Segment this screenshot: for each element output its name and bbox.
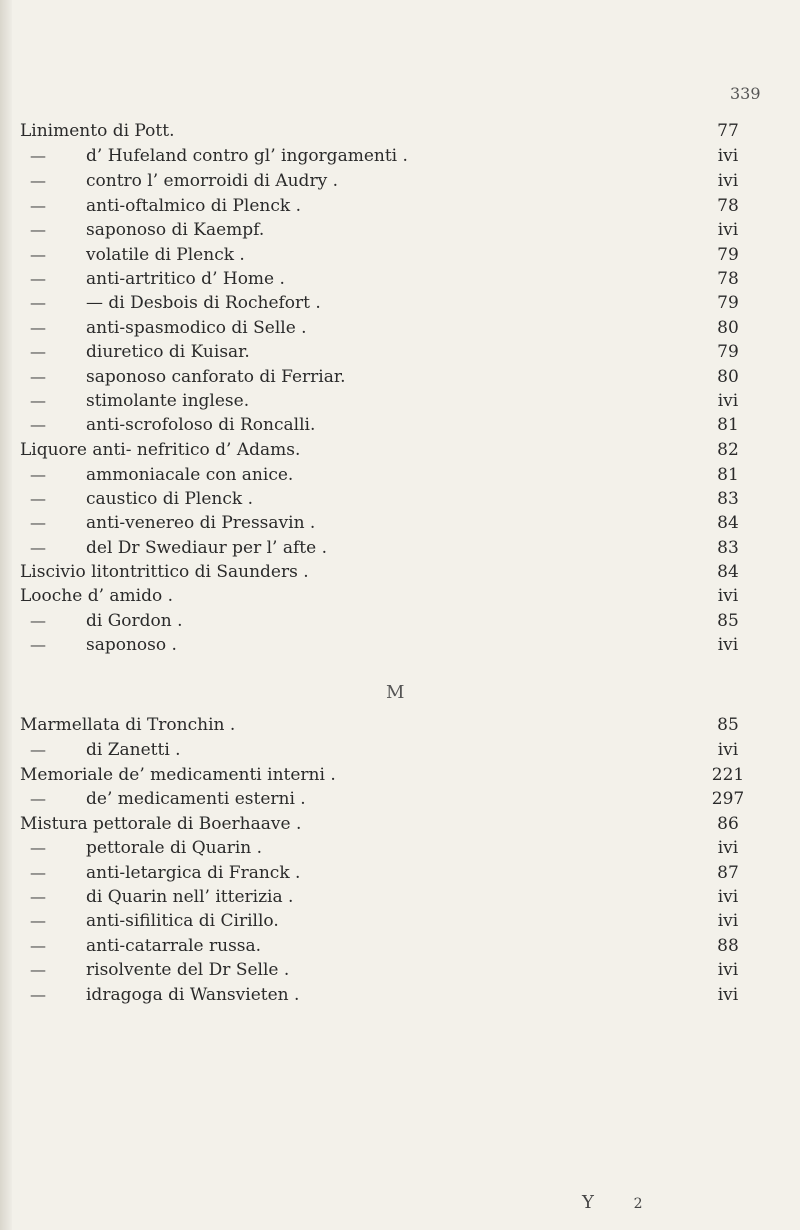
index-entry [0,837,800,859]
entry-dash: — [30,489,46,508]
entry-page-ref: ivi [717,391,739,411]
signature-number: 2 [633,1196,643,1212]
entry-dash: — [30,985,46,1004]
entry-text: diuretico di Kuisar. [86,342,250,362]
entry-page-ref: 81 [717,415,739,435]
entry-text: anti-scrofoloso di Roncalli. [86,415,316,435]
entry-page-ref: ivi [717,740,739,760]
entry-text: anti-catarrale russa. [86,936,262,956]
entry-page-ref: ivi [717,586,739,606]
index-entry [0,170,800,192]
entry-dash: — [30,911,46,930]
index-entry [0,439,800,461]
entry-dash: — [30,367,46,386]
entry-text: saponoso canforato di Ferriar. [86,367,346,387]
entry-text: Looche d’ amido . [20,586,173,606]
entry-text: Linimento di Pott. [20,121,175,141]
entry-dash: — [30,863,46,882]
entry-text: contro l’ emorroidi di Audry . [86,171,338,191]
entry-page-ref: ivi [717,911,739,931]
entry-text: volatile di Plenck . [86,245,245,265]
entry-page-ref: 80 [717,318,739,338]
index-entry [0,910,800,932]
entry-text: anti-venereo di Pressavin . [86,513,316,533]
page-number: 339 [730,84,761,103]
entry-page-ref: ivi [717,985,739,1005]
entry-dash: — [30,960,46,979]
entry-page-ref: 82 [717,440,739,460]
entry-text: risolvente del Dr Selle . [86,960,290,980]
entry-dash: — [30,220,46,239]
entry-page-ref: 78 [717,269,739,289]
index-entry [0,537,800,559]
entry-text: anti-sifilitica di Cirillo. [86,911,279,931]
entry-page-ref: 84 [717,562,739,582]
entry-page-ref: 86 [717,814,739,834]
entry-page-ref: 88 [717,936,739,956]
entry-dash: — [30,342,46,361]
entry-text: de’ medicamenti esterni . [86,789,306,809]
index-entry [0,561,800,583]
index-entry [0,935,800,957]
index-entry [0,341,800,363]
printer-signature [582,1192,643,1213]
entry-page-ref: 83 [717,538,739,558]
entry-dash: — [30,838,46,857]
index-entry [0,390,800,412]
entry-text: anti-oftalmico di Plenck . [86,196,301,216]
entry-dash: — [30,391,46,410]
index-entry [0,268,800,290]
entry-dash: — [30,171,46,190]
index-entry [0,862,800,884]
signature-letter: Y [582,1192,594,1213]
index-entry [0,366,800,388]
index-entry [0,512,800,534]
entry-page-ref: 85 [717,611,739,631]
index-entry [0,886,800,908]
entry-text: Marmellata di Tronchin . [20,715,236,735]
index-entry [0,634,800,656]
entry-page-ref: ivi [717,146,739,166]
entry-page-ref: 77 [717,121,739,141]
entry-page-ref: 79 [717,293,739,313]
entry-dash: — [30,415,46,434]
index-entry [0,788,800,810]
entry-page-ref: 84 [717,513,739,533]
index-entry [0,959,800,981]
entry-text: di Zanetti . [86,740,181,760]
entry-text: ammoniacale con anice. [86,465,294,485]
entry-text: — di Desbois di Rochefort . [86,293,321,313]
entry-text: Liscivio litontrittico di Saunders . [20,562,309,582]
entry-dash: — [30,196,46,215]
entry-text: anti-letargica di Franck . [86,863,301,883]
entry-page-ref: 297 [711,789,745,809]
entry-dash: — [30,789,46,808]
index-entry [0,219,800,241]
index-entry [0,195,800,217]
index-entry [0,610,800,632]
entry-text: di Quarin nell’ itterizia . [86,887,294,907]
entry-text: d’ Hufeland contro gl’ ingorgamenti . [86,146,408,166]
entry-dash: — [30,635,46,654]
index-entry [0,244,800,266]
entry-text: anti-artritico d’ Home . [86,269,285,289]
index-entry [0,813,800,835]
entry-text: saponoso di Kaempf. [86,220,265,240]
entry-page-ref: ivi [717,838,739,858]
entry-text: Mistura pettorale di Boerhaave . [20,814,302,834]
entry-text: anti-spasmodico di Selle . [86,318,307,338]
entry-dash: — [30,611,46,630]
index-entry [0,714,800,736]
entry-page-ref: 221 [711,765,745,785]
index-entry [0,292,800,314]
entry-page-ref: ivi [717,887,739,907]
index-entry [0,488,800,510]
entry-dash: — [30,538,46,557]
entry-page-ref: 83 [717,489,739,509]
entry-text: Memoriale de’ medicamenti interni . [20,765,336,785]
entry-dash: — [30,936,46,955]
index-entry [0,739,800,761]
index-entry [0,464,800,486]
index-entry [0,585,800,607]
entry-text: stimolante inglese. [86,391,250,411]
entry-dash: — [30,465,46,484]
entry-page-ref: 87 [717,863,739,883]
entry-dash: — [30,245,46,264]
entry-page-ref: ivi [717,171,739,191]
entry-text: pettorale di Quarin . [86,838,263,858]
index-entry [0,414,800,436]
entry-text: Liquore anti- nefritico d’ Adams. [20,440,301,460]
entry-page-ref: 79 [717,245,739,265]
entry-page-ref: ivi [717,635,739,655]
entry-dash: — [30,740,46,759]
entry-page-ref: 81 [717,465,739,485]
entry-page-ref: 80 [717,367,739,387]
entry-page-ref: ivi [717,960,739,980]
entry-text: del Dr Swediaur per l’ afte . [86,538,327,558]
entry-page-ref: ivi [717,220,739,240]
entry-dash: — [30,269,46,288]
section-letter: M [386,682,405,703]
index-entry [0,120,800,142]
entry-dash: — [30,146,46,165]
entry-text: saponoso . [86,635,177,655]
index-entry [0,317,800,339]
entry-dash: — [30,513,46,532]
index-entry [0,984,800,1006]
entry-text: idragoga di Wansvieten . [86,985,300,1005]
entry-dash: — [30,293,46,312]
index-entry [0,145,800,167]
entry-page-ref: 79 [717,342,739,362]
index-entry [0,764,800,786]
entry-page-ref: 85 [717,715,739,735]
entry-page-ref: 78 [717,196,739,216]
entry-dash: — [30,318,46,337]
entry-text: caustico di Plenck . [86,489,253,509]
entry-dash: — [30,887,46,906]
entry-text: di Gordon . [86,611,183,631]
